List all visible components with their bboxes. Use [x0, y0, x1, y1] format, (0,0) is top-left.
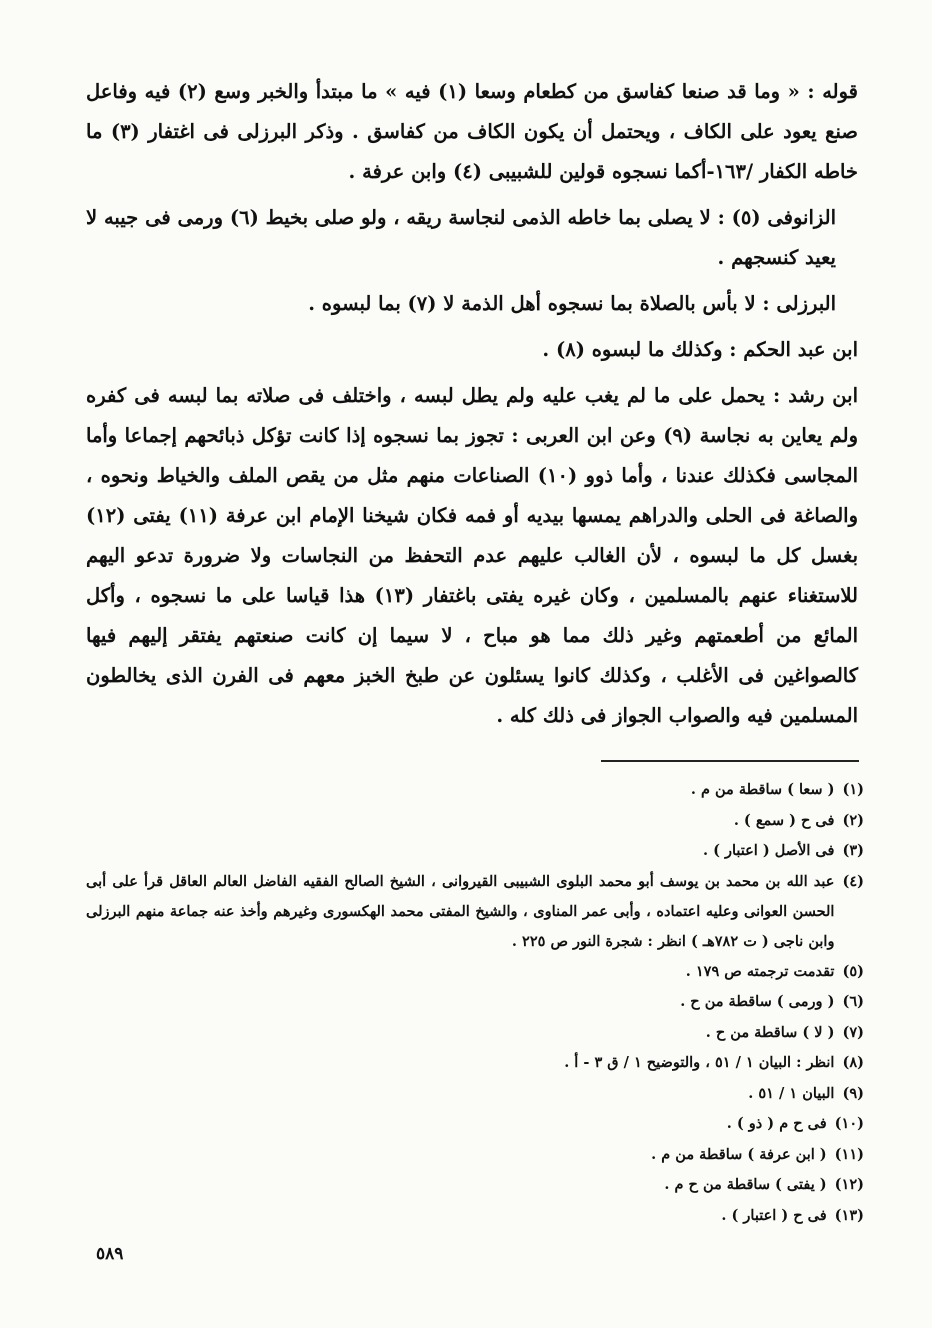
- footnote: [86, 775, 864, 806]
- page-number: ٥٨٩: [96, 1244, 124, 1264]
- footnote-number: (١): [842, 781, 864, 798]
- footnote: [86, 836, 864, 867]
- footnote-text: ( لا ) ساقطة من ح .: [705, 1023, 835, 1041]
- footnote-text: تقدمت ترجمته ص ١٧٩ .: [685, 962, 835, 980]
- footnote-text: ( ابن عرفة ) ساقطة من م .: [651, 1145, 827, 1163]
- paragraph-5: ابن رشد : يحمل على ما لم يغب عليه ولم يطل لبسه ، واختلف فى صلاته بما لبسه فى كفره ولم يعاين به نجاسة (٩) وعن ابن العربى : تجوز بما نسجوه إذا كانت تؤكل ذبائحهم إجماعا وأما المجاسى فكذلك عندنا ، وأما ذوو (١٠) الصناعات منهم مثل من يقص الملف والخياط ونحوه ، والصاغة فى الحلى والدراهم يمسها بيديه أو فمه فكان شيخنا الإمام ابن عرفة (١١) يفتى (١٢) بغسل كل ما لبسوه ، لأن الغالب عليهم عدم التحفظ من النجاسات ولا ضرورة تدعو اليهم للاستغناء عنهم بالمسلمين ، وكان غيره يفتى باغتفار (١٣) هذا قياسا على ما نسجوه ، وأكل المائع من أطعمتهم وغير ذلك مما هو مباح ، لا سيما إن كانت صنعتهم يفتقر إليهم فيها كالصواغين فى الأغلب ، وكذلك كانوا يسئلون عن طبخ الخبز معهم فى الفرن الذى يخالطون المسلمين فيه والصواب الجواز فى ذلك كله .: [86, 384, 859, 727]
- footnote: [86, 1170, 864, 1201]
- footnote-number: (١٢): [834, 1176, 864, 1193]
- footnote-text: ( سعا ) ساقطة من م .: [690, 781, 835, 798]
- footnote: [86, 1201, 864, 1232]
- footnote-separator: [601, 760, 859, 762]
- footnote-number: (١١): [834, 1145, 864, 1163]
- footnote-number: (٩): [842, 1084, 864, 1102]
- footnote: [86, 1079, 864, 1110]
- footnote: [86, 1109, 864, 1140]
- paragraph-1: قوله : « وما قد صنعا كفاسق من كطعام وسعا (١) فيه » ما مبتدأ والخبر وسع (٢) فيه وفاعل صنع يعود على الكاف ، ويحتمل أن يكون الكاف من كفاسق . وذكر البرزلى فى اغتفار (٣) ما خاطه الكفار /١٦٣-أكما نسجوه قولين للشبيبى (٤) وابن عرفة .: [86, 80, 858, 183]
- footnote: [86, 1140, 864, 1171]
- footnote-number: (٤): [842, 872, 864, 890]
- footnote-text: ( ورمى ) ساقطة من ح .: [680, 993, 835, 1010]
- footnote: [86, 957, 864, 988]
- footnote-number: (١٠): [834, 1115, 864, 1132]
- main-text: [86, 72, 858, 742]
- footnote-text: فى ح ( اعتبار ) .: [721, 1206, 827, 1224]
- footnote-text: فى ح م ( ذو ) .: [726, 1115, 827, 1132]
- paragraph-3: البرزلى : لا بأس بالصلاة بما نسجوه أهل الذمة لا (٧) بما لبسوه .: [308, 292, 836, 315]
- footnote-number: (١٣): [834, 1206, 864, 1224]
- footnote-text: البيان ١ / ٥١ .: [748, 1084, 835, 1102]
- footnote-number: (٦): [842, 993, 864, 1010]
- paragraph-2: الزانوفى (٥) : لا يصلى بما خاطه الذمى لنجاسة ريقه ، ولو صلى بخيط (٦) ورمى فى جيبه لا يعيد كنسجهم .: [86, 206, 836, 269]
- footnote: [86, 806, 864, 837]
- footnote-text: عبد الله بن محمد بن يوسف أبو محمد البلوى الشبيبى القيروانى ، الشيخ الصالح الفقيه الفاضل العالم العاقل قرأ على أبى الحسن العوانى وعليه اعتماده ، وأبى عمر المناوى ، والشيخ المفتى محمد الهكسورى وغيرهم وأخذ عنه جماعة منهم البرزلى وابن ناجى ( ت ٧٨٢هـ ) انظر : شجرة النور ص ٢٢٥ .: [86, 872, 835, 950]
- footnote: [86, 1048, 864, 1079]
- footnote-number: (٣): [842, 842, 864, 859]
- footnote-number: (٢): [842, 811, 864, 829]
- footnote: [86, 867, 864, 957]
- footnote: [86, 1018, 864, 1049]
- footnote-text: ( يفتى ) ساقطة من ح م .: [664, 1176, 827, 1193]
- footnote-number: (٧): [842, 1023, 864, 1041]
- footnote-text: فى ح ( سمع ) .: [733, 811, 835, 829]
- footnotes: [86, 775, 864, 1231]
- paragraph-4: ابن عبد الحكم : وكذلك ما لبسوه (٨) .: [542, 338, 858, 361]
- footnote-text: فى الأصل ( اعتبار ) .: [702, 842, 835, 859]
- footnote-text: انظر : البيان ١ / ٥١ ، والتوضيح ١ / ق ٣ - أ .: [564, 1054, 835, 1071]
- footnote-number: (٥): [842, 962, 864, 980]
- footnote-number: (٨): [842, 1054, 864, 1071]
- footnote: [86, 987, 864, 1018]
